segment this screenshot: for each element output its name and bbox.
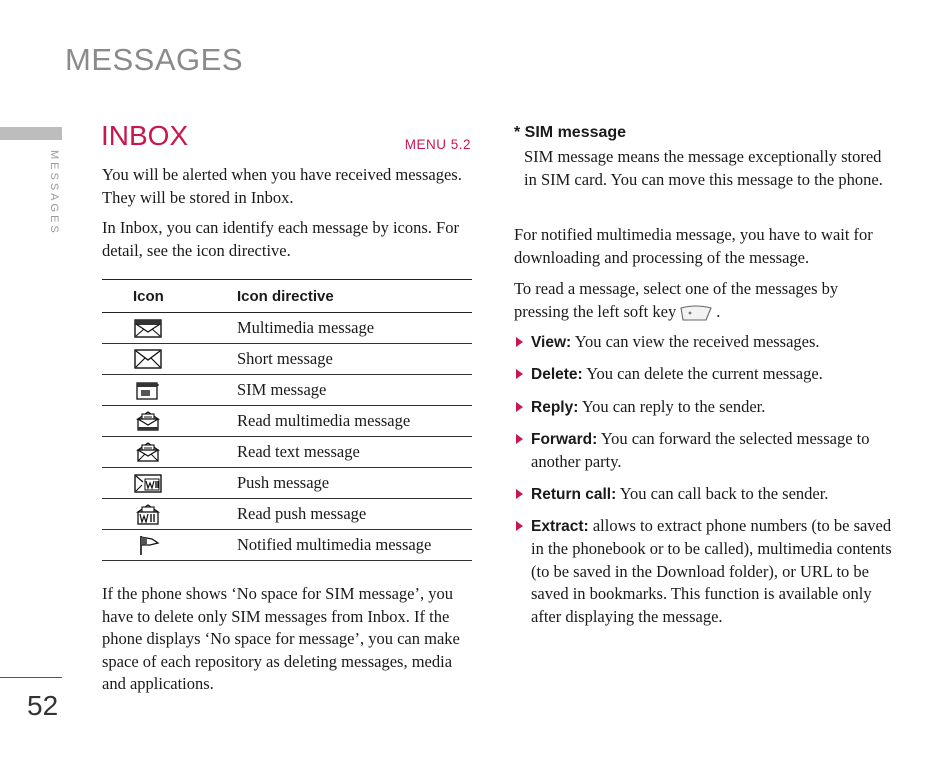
table-row (102, 530, 472, 561)
list-item (514, 515, 894, 629)
read-text-message-icon (134, 441, 162, 463)
short-message-icon (134, 348, 162, 370)
read-message-text-end: . (716, 301, 721, 321)
option-term: View: (531, 334, 572, 351)
table-row (102, 313, 472, 344)
page-number: 52 (27, 690, 59, 721)
directive-column-header: Icon directive (237, 280, 472, 313)
read-message-text: To read a message, select one of the messages by pressing the left soft key (514, 279, 839, 321)
bullet-triangle-icon (516, 434, 523, 444)
chapter-side-label: MESSAGES (48, 150, 60, 236)
menu-reference: MENU 5.2 (404, 137, 471, 152)
bullet-triangle-icon (516, 369, 523, 379)
intro-paragraph-1: You will be alerted when you have received messages. They will be stored in Inbox. (102, 165, 462, 207)
option-term: Forward: (531, 430, 598, 448)
section-title: INBOX (101, 120, 189, 151)
list-item (514, 483, 894, 507)
table-row (102, 406, 472, 437)
chapter-title: MESSAGES (65, 42, 243, 77)
message-options-list (514, 331, 894, 637)
option-term: Delete: (531, 366, 583, 384)
icon-column-header: Icon (102, 280, 237, 313)
table-row (102, 499, 472, 530)
push-message-icon (134, 472, 162, 494)
list-item (514, 428, 894, 474)
icon-directive-label: Read multimedia message (237, 406, 472, 437)
option-description: You can delete the current message. (582, 364, 823, 384)
intro-paragraph-2: In Inbox, you can identify each message by icons. For detail, see the icon directive. (102, 218, 459, 260)
option-description: You can call back to the sender. (616, 483, 829, 503)
chapter-tab-bar (0, 127, 62, 140)
list-item (514, 363, 894, 387)
left-soft-key-icon (679, 304, 713, 322)
list-item (514, 396, 894, 420)
option-description: allows to extract phone numbers (to be saved in the phonebook or to be called), multimedia contents (to be saved in the Download folder), or URL to be saved in bookmarks. This function is available only after displaying the message. (531, 515, 892, 626)
icon-directive-label: Short message (237, 344, 472, 375)
bullet-triangle-icon (516, 521, 523, 531)
table-header-row (102, 280, 472, 313)
option-term: Return call: (531, 485, 617, 503)
notified-message-paragraph: For notified multimedia message, you have to wait for downloading and processing of the message. (514, 225, 873, 267)
sim-message-icon (134, 379, 162, 401)
icon-directive-label: Push message (237, 468, 472, 499)
table-row (102, 437, 472, 468)
icon-directive-label: Read text message (237, 437, 472, 468)
table-row (102, 468, 472, 499)
table-row (102, 375, 472, 406)
multimedia-message-icon (134, 317, 162, 339)
option-description: You can reply to the sender. (578, 396, 766, 416)
sim-message-description: SIM message means the message exceptionally stored in SIM card. You can move this message to the phone. (524, 147, 883, 189)
option-term: Extract: (531, 517, 589, 535)
option-description: You can view the received messages. (571, 332, 820, 351)
table-row (102, 344, 472, 375)
option-term: Reply: (531, 398, 579, 416)
notified-multimedia-flag-icon (134, 534, 162, 556)
read-multimedia-message-icon (134, 410, 162, 432)
icon-directive-table (102, 279, 472, 561)
sim-message-heading: * SIM message (514, 124, 627, 141)
option-description: You can forward the selected message to another party. (531, 428, 870, 472)
bullet-triangle-icon (516, 489, 523, 499)
icon-directive-label: Read push message (237, 499, 472, 530)
bullet-triangle-icon (516, 337, 523, 347)
page-number-rule (0, 677, 62, 678)
icon-directive-label: Multimedia message (237, 313, 472, 344)
icon-directive-label: Notified multimedia message (237, 530, 472, 561)
list-item (514, 331, 894, 355)
read-push-message-icon (134, 503, 162, 525)
storage-note-paragraph: If the phone shows ‘No space for SIM message’, you have to delete only SIM messages from Inbox. If the phone displays ‘No space for message’, you can make space of each repository as deleting messages, media and applications. (102, 584, 460, 693)
read-message-paragraph (514, 278, 894, 323)
icon-directive-label: SIM message (237, 375, 472, 406)
bullet-triangle-icon (516, 402, 523, 412)
